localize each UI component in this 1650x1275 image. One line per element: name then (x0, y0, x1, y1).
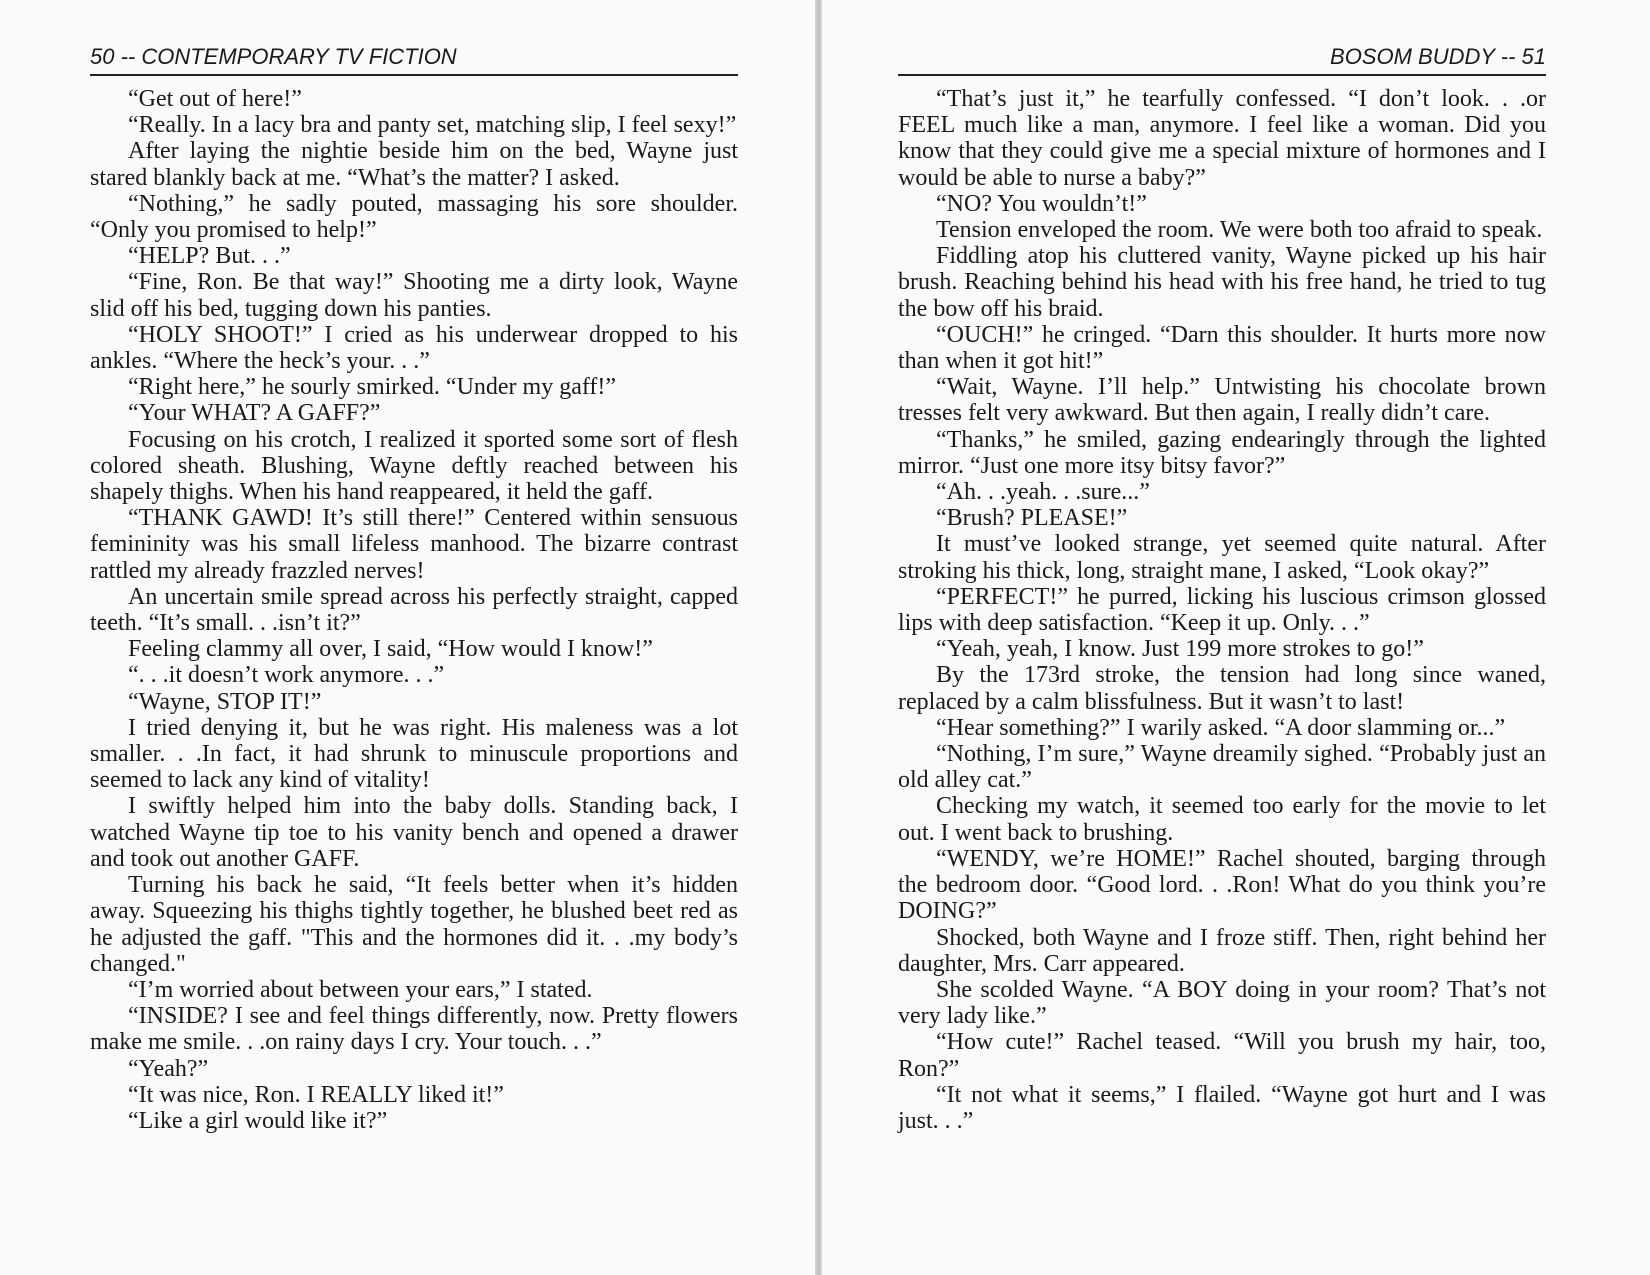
paragraph: Tension enveloped the room. We were both too afraid to speak. (936, 217, 1543, 244)
paragraph: “Yeah, yeah, I know. Just 199 more strokes to go!” (936, 636, 1424, 663)
paragraph: “Brush? PLEASE!” (936, 505, 1128, 532)
paragraph: “Really. In a lacy bra and panty set, matching slip, I feel sexy!” (128, 112, 737, 139)
right-page (822, 0, 1650, 1275)
paragraph: “That’s just it,” he tearfully confessed. “I don’t look. . .or FEEL much like a man, anymore. I feel like a woman. Did you know that they could give me a special mixture of hormones and I would be able to nurse a baby?” (898, 86, 1546, 191)
paragraph: “Get out of here!” (128, 86, 302, 112)
paragraph: “It not what it seems,” I flailed. “Wayne got hurt and I was just. . .” (898, 1081, 1546, 1134)
paragraph: “HOLY SHOOT!” I cried as his underwear dropped to his ankles. “Where the heck’s your. . .” (90, 321, 738, 375)
paragraph: An uncertain smile spread across his perfectly straight, capped teeth. “It’s small. . .isn’t it?” (90, 583, 738, 637)
paragraph: “HELP? But. . .” (128, 243, 291, 270)
paragraph: Focusing on his crotch, I realized it sported some sort of flesh colored sheath. Blushing, Wayne deftly reached between his shapely thighs. When his hand reappeared, it held the gaff. (90, 426, 738, 506)
paragraph: “Nothing, I’m sure,” Wayne dreamily sighed. “Probably just an old alley cat.” (898, 741, 1546, 794)
paragraph: “Thanks,” he smiled, gazing endearingly through the lighted mirror. “Just one more itsy bitsy favor?” (898, 426, 1546, 479)
paragraph: “Nothing,” he sadly pouted, massaging his sore shoulder. “Only you promised to help!” (90, 190, 738, 244)
left-page-body (90, 86, 738, 1134)
paragraph: “OUCH!” he cringed. “Darn this shoulder. It hurts more now than when it got hit!” (898, 321, 1546, 375)
paragraph: “Your WHAT? A GAFF?” (128, 400, 381, 427)
paragraph: Shocked, both Wayne and I froze stiff. Then, right behind her daughter, Mrs. Carr appeared. (898, 924, 1546, 977)
paragraph: “Right here,” he sourly smirked. “Under my gaff!” (128, 374, 617, 401)
paragraph: “How cute!” Rachel teased. “Will you brush my hair, too, Ron?” (898, 1029, 1546, 1082)
paragraph: Turning his back he said, “It feels better when it’s hidden away. Squeezing his thighs tightly together, he blushed beet red as he adjusted the gaff. "This and the hormones did it. . .my body’s changed." (90, 872, 738, 977)
paragraph: “Wait, Wayne. I’ll help.” Untwisting his chocolate brown tresses felt very awkward. But then again, I really didn’t care. (898, 374, 1546, 427)
paragraph: “Wayne, STOP IT!” (128, 688, 322, 715)
paragraph: “THANK GAWD! It’s still there!” Centered within sensuous femininity was his small lifeless manhood. The bizarre contrast rattled my already frazzled nerves! (90, 505, 738, 584)
paragraph: She scolded Wayne. “A BOY doing in your room? That’s not very lady like.” (898, 976, 1546, 1030)
paragraph: After laying the nightie beside him on the bed, Wayne just stared blankly back at me. “What’s the matter? I asked. (90, 138, 738, 191)
paragraph: “Like a girl would like it?” (128, 1107, 388, 1134)
paragraph: “. . .it doesn’t work anymore. . .” (128, 662, 445, 689)
right-page-header: BOSOM BUDDY -- 51 (898, 44, 1546, 76)
book-gutter (815, 0, 822, 1275)
paragraph: Fiddling atop his cluttered vanity, Wayne picked up his hair brush. Reaching behind his head with his free hand, he tried to tug the bow off his braid. (898, 243, 1546, 322)
paragraph: “Fine, Ron. Be that way!” Shooting me a dirty look, Wayne slid off his bed, tugging down his panties. (90, 269, 738, 322)
paragraph: “Ah. . .yeah. . .sure...” (936, 479, 1150, 506)
paragraph: “I’m worried about between your ears,” I stated. (128, 976, 593, 1003)
paragraph: Feeling clammy all over, I said, “How would I know!” (128, 636, 653, 663)
paragraph: By the 173rd stroke, the tension had long since waned, replaced by a calm blissfulness. But it wasn’t to last! (898, 662, 1546, 715)
paragraph: “PERFECT!” he purred, licking his luscious crimson glossed lips with deep satisfaction. “Keep it up. Only. . .” (898, 583, 1546, 637)
paragraph: Checking my watch, it seemed too early for the movie to let out. I went back to brushing. (898, 793, 1546, 846)
left-page (0, 0, 815, 1275)
paragraph: “Hear something?” I warily asked. “A door slamming or...” (936, 714, 1506, 741)
left-page-header: 50 -- CONTEMPORARY TV FICTION (90, 44, 738, 76)
paragraph: I tried denying it, but he was right. His maleness was a lot smaller. . .In fact, it had shrunk to minuscule proportions and seemed to lack any kind of vitality! (90, 714, 738, 794)
paragraph: “It was nice, Ron. I REALLY liked it!” (128, 1081, 504, 1108)
paragraph: I swiftly helped him into the baby dolls. Standing back, I watched Wayne tip toe to his vanity bench and opened a drawer and took out another GAFF. (90, 793, 738, 872)
right-page-body (898, 86, 1546, 1134)
paragraph: “Yeah?” (128, 1055, 209, 1082)
paragraph: It must’ve looked strange, yet seemed quite natural. After stroking his thick, long, straight mane, I asked, “Look okay?” (898, 531, 1546, 584)
paragraph: “WENDY, we’re HOME!” Rachel shouted, barging through the bedroom door. “Good lord. . .Ron! What do you think you’re DOING?” (898, 845, 1546, 925)
paragraph: “NO? You wouldn’t!” (936, 190, 1147, 217)
paragraph: “INSIDE? I see and feel things differently, now. Pretty flowers make me smile. . .on rainy days I cry. Your touch. . .” (90, 1003, 738, 1056)
